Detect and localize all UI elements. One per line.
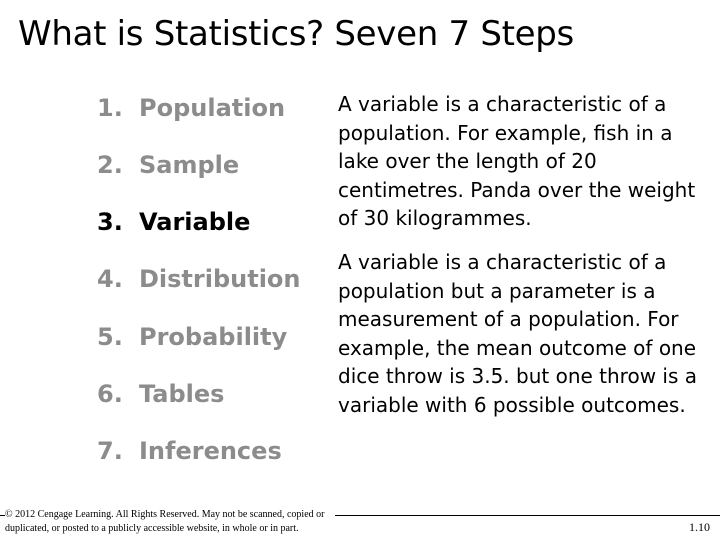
step-item-distribution [97, 265, 301, 293]
step-number: 2. [97, 151, 123, 179]
step-item-sample [97, 151, 239, 179]
step-number: 6. [97, 380, 123, 408]
step-item-inferences [97, 437, 282, 465]
step-number: 1. [97, 94, 123, 122]
step-item-variable [97, 208, 250, 236]
variable-definition-paragraph: A variable is a characteristic of a population. For example, fish in a lake over the length of 20 centimetres. Panda over the weight of 30 kilogrammes. [338, 92, 696, 230]
step-label: Inferences [139, 437, 282, 465]
step-label: Population [139, 94, 286, 122]
step-item-tables [97, 380, 224, 408]
slide-title: What is Statistics? Seven 7 Steps [18, 14, 574, 54]
step-item-probability [97, 323, 287, 351]
page-number: 1.10 [689, 520, 710, 534]
step-number: 7. [97, 437, 123, 465]
copyright-notice: © 2012 Cengage Learning. All Rights Reserved. May not be scanned, copied or duplicated, or posted to a publicly accessible website, in whole or in part. [5, 508, 335, 536]
step-label: Probability [139, 323, 288, 351]
step-item-population [97, 94, 285, 122]
step-label: Sample [139, 151, 240, 179]
step-label: Tables [139, 380, 225, 408]
step-number: 5. [97, 323, 123, 351]
step-number: 3. [97, 208, 123, 236]
step-label: Distribution [139, 265, 301, 293]
variable-vs-parameter-paragraph: A variable is a characteristic of a population but a parameter is a measurement of a population. For example, the mean outcome of one dice throw is 3.5. but one throw is a variable with 6 possible outcomes. [338, 250, 698, 417]
step-label: Variable [139, 208, 251, 236]
step-number: 4. [97, 265, 123, 293]
